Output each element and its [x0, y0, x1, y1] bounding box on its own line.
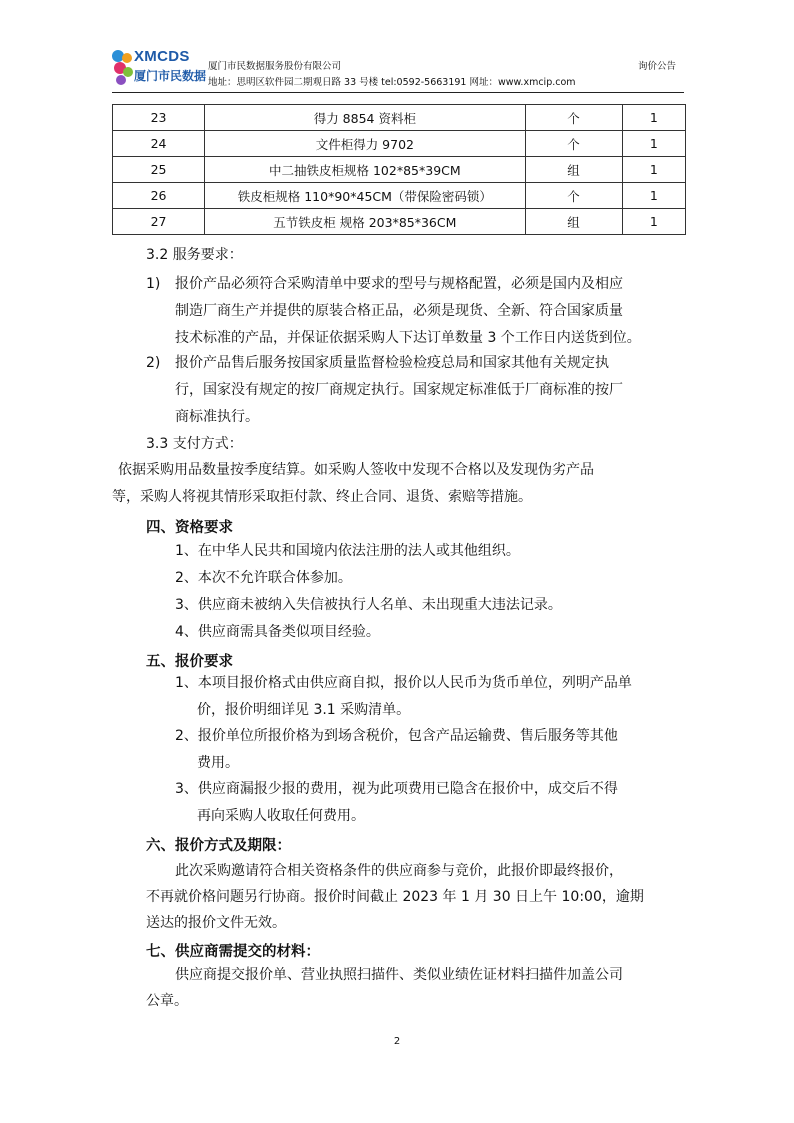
service-item-1-line: 制造厂商生产并提供的原装合格正品，必须是现货、全新、符合国家质量	[175, 303, 623, 319]
qualification-item: 4、供应商需具备类似项目经验。	[175, 624, 380, 640]
quote-requirement-line: 费用。	[197, 755, 239, 771]
item-unit: 个	[525, 105, 622, 131]
row-number: 25	[113, 157, 205, 183]
item-quantity: 1	[622, 105, 685, 131]
payment-line: 等，采购人将视其情形采取拒付款、终止合同、退货、索赔等措施。	[112, 489, 532, 505]
service-item-1-number: 1)	[146, 276, 161, 292]
quote-requirement-line: 1、本项目报价格式由供应商自拟，报价以人民币为货币单位，列明产品单	[175, 675, 632, 691]
item-name: 五节铁皮柜 规格 203*85*36CM	[205, 209, 525, 235]
table-row	[113, 105, 686, 131]
service-item-1-line: 报价产品必须符合采购清单中要求的型号与规格配置，必须是国内及相应	[175, 276, 623, 292]
item-quantity: 1	[622, 209, 685, 235]
qualification-item: 1、在中华人民共和国境内依法注册的法人或其他组织。	[175, 543, 520, 559]
materials-line: 公章。	[146, 993, 188, 1009]
table-row	[113, 209, 686, 235]
qualification-item: 2、本次不允许联合体参加。	[175, 570, 352, 586]
item-name: 得力 8854 资料柜	[205, 105, 525, 131]
payment-line: 依据采购用品数量按季度结算。如采购人签收中发现不合格以及发现伪劣产品	[118, 462, 594, 478]
logo-text: XMCDS	[134, 48, 190, 65]
payment-title: 3.3 支付方式：	[146, 436, 243, 452]
service-item-1-line: 技术标准的产品，并保证依据采购人下达订单数量 3 个工作日内送货到位。	[175, 330, 641, 346]
materials-heading: 七、供应商需提交的材料：	[146, 944, 320, 960]
service-item-2-number: 2)	[146, 355, 161, 371]
quote-requirements-heading: 五、报价要求	[146, 654, 233, 670]
document-type: 询价公告	[637, 61, 676, 72]
table-row	[113, 157, 686, 183]
service-item-2-line: 商标准执行。	[175, 409, 259, 425]
item-unit: 个	[525, 183, 622, 209]
item-quantity: 1	[622, 157, 685, 183]
quote-method-heading: 六、报价方式及期限：	[146, 838, 291, 854]
item-unit: 个	[525, 131, 622, 157]
table-row	[113, 131, 686, 157]
quote-requirement-line: 2、报价单位所报价格为到场含税价，包含产品运输费、售后服务等其他	[175, 728, 618, 744]
materials-line: 供应商提交报价单、营业执照扫描件、类似业绩佐证材料扫描件加盖公司	[175, 967, 623, 983]
logo-mark-icon	[112, 48, 134, 88]
row-number: 27	[113, 209, 205, 235]
row-number: 23	[113, 105, 205, 131]
quote-method-line: 不再就价格问题另行协商。报价时间截止 2023 年 1 月 30 日上午 10:00，逾期	[146, 889, 644, 905]
item-unit: 组	[525, 157, 622, 183]
qualification-heading: 四、资格要求	[146, 520, 233, 536]
service-item-2-line: 行，国家没有规定的按厂商规定执行。国家规定标准低于厂商标准的按厂	[175, 382, 623, 398]
header-divider	[112, 92, 684, 93]
company-name: 厦门市民数据服务股份有限公司	[208, 61, 342, 72]
service-title: 3.2 服务要求：	[146, 247, 243, 263]
service-item-2-line: 报价产品售后服务按国家质量监督检验检疫总局和国家其他有关规定执	[175, 355, 609, 371]
logo-chinese-text: 厦门市民数据	[134, 69, 207, 83]
qualification-item: 3、供应商未被纳入失信被执行人名单、未出现重大违法记录。	[175, 597, 562, 613]
page-header	[112, 48, 684, 92]
quote-method-line: 此次采购邀请符合相关资格条件的供应商参与竞价，此报价即最终报价，	[175, 863, 623, 879]
row-number: 26	[113, 183, 205, 209]
quote-requirement-line: 价，报价明细详见 3.1 采购清单。	[197, 702, 411, 718]
item-quantity: 1	[622, 183, 685, 209]
item-name: 中二抽铁皮柜规格 102*85*39CM	[205, 157, 525, 183]
page-number: 2	[393, 1036, 401, 1047]
company-address: 地址：思明区软件园二期观日路 33 号楼 tel:0592-5663191 网址：www.xmcip.com	[208, 77, 576, 88]
quote-requirement-line: 3、供应商漏报少报的费用，视为此项费用已隐含在报价中，成交后不得	[175, 781, 618, 797]
company-logo	[112, 48, 208, 92]
item-unit: 组	[525, 209, 622, 235]
item-name: 文件柜得力 9702	[205, 131, 525, 157]
item-quantity: 1	[622, 131, 685, 157]
item-name: 铁皮柜规格 110*90*45CM（带保险密码锁）	[205, 183, 525, 209]
quote-requirement-line: 再向采购人收取任何费用。	[197, 808, 365, 824]
table-row	[113, 183, 686, 209]
procurement-table	[112, 104, 686, 235]
quote-method-line: 送达的报价文件无效。	[146, 915, 286, 931]
row-number: 24	[113, 131, 205, 157]
